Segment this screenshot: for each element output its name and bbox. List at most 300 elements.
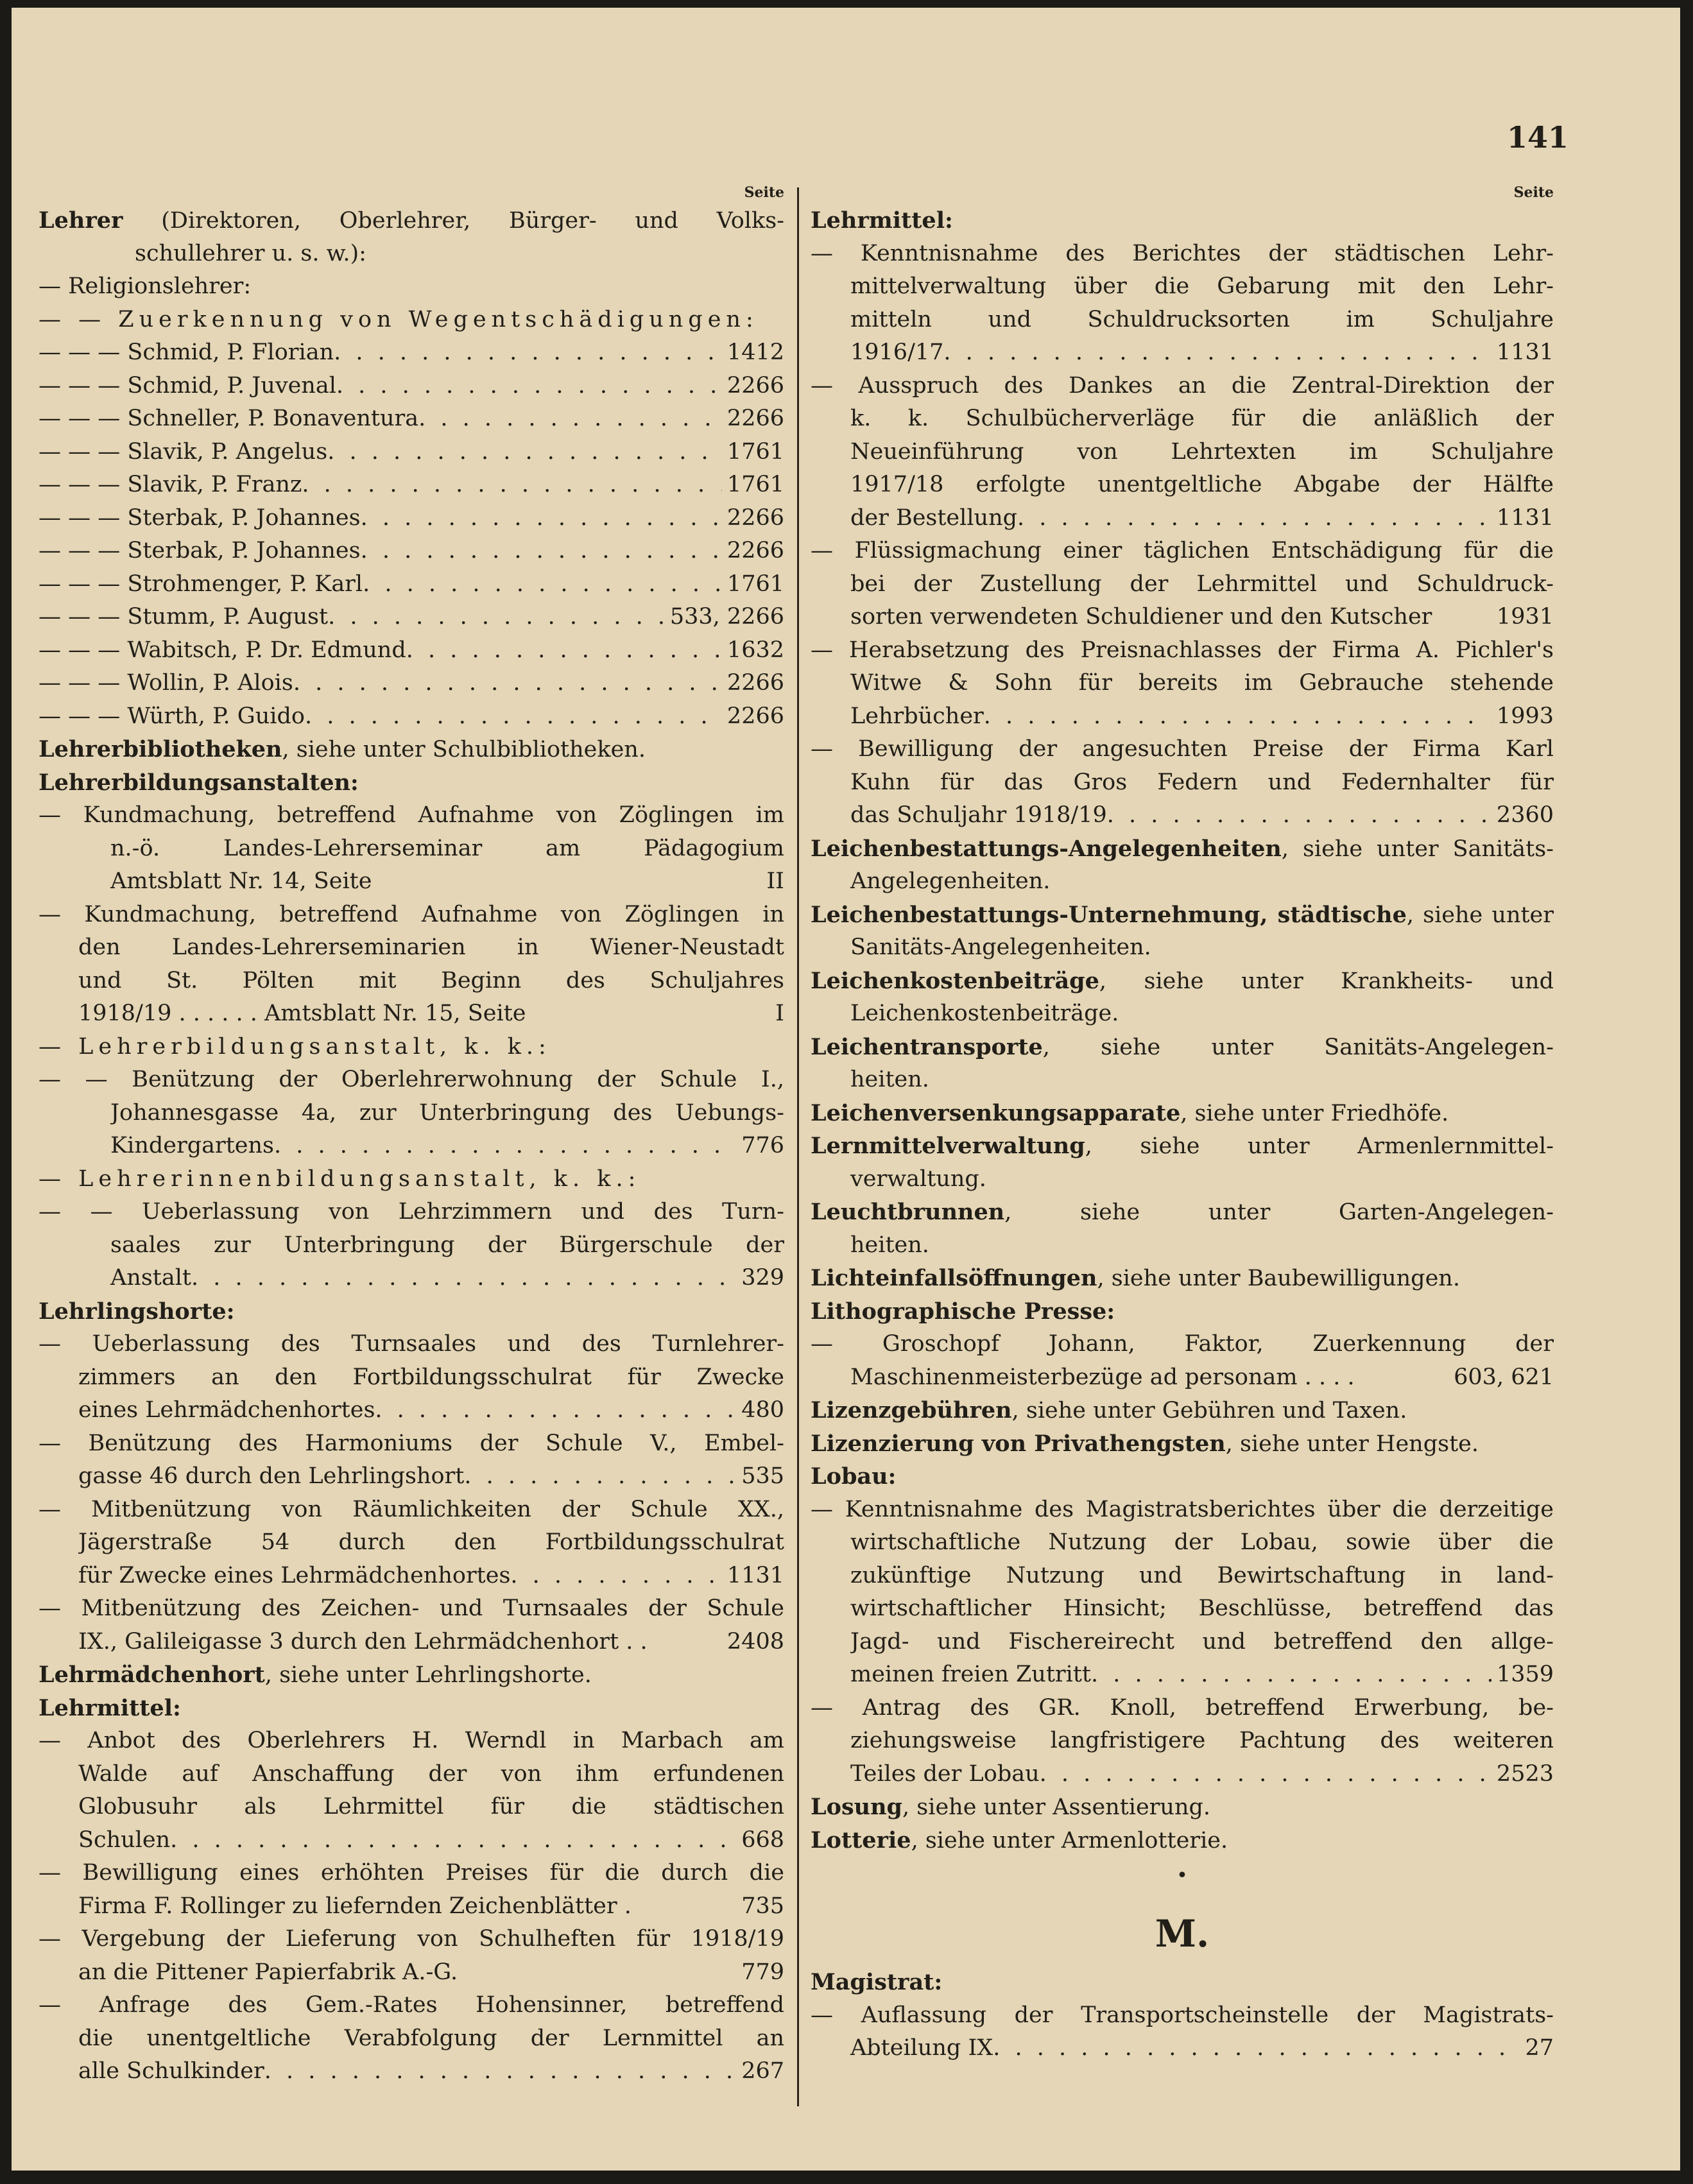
- entry-text: [850, 436, 1554, 469]
- entry-text: [110, 1097, 784, 1130]
- index-line: [39, 402, 784, 436]
- page-ref: 1131: [1496, 504, 1554, 531]
- entry-body: , siehe unter Hengste.: [1225, 1431, 1479, 1457]
- index-column-right: [811, 181, 1554, 2065]
- index-line: [39, 1791, 784, 1824]
- index-line: [811, 1658, 1554, 1692]
- index-line: [39, 237, 784, 271]
- index-column-left: [39, 181, 784, 2088]
- index-line: [811, 865, 1554, 899]
- dot-leader: [264, 2055, 736, 2088]
- entry-text: [811, 535, 1554, 568]
- page-ref: I: [775, 1001, 784, 1026]
- document-page: [12, 8, 1680, 2171]
- entry-text: [811, 1999, 1554, 2033]
- index-line: [811, 469, 1554, 502]
- index-line: [811, 336, 1554, 370]
- page-ref: 535: [741, 1463, 784, 1489]
- index-line: [39, 1031, 784, 1064]
- page-ref: 779: [741, 1959, 784, 1985]
- index-line: [811, 2032, 1554, 2065]
- entry-body: — Vergebung der Lieferung von Schulheften für 1918/19: [39, 1926, 784, 1952]
- index-line: [811, 799, 1554, 832]
- entry-list-right: [811, 204, 1554, 1857]
- entry-text: [811, 1966, 942, 2000]
- dot-leader: [418, 402, 722, 436]
- entry-body: — Auflassung der Transportscheinstelle der Magistrats-: [811, 2002, 1554, 2028]
- entry-body: — — — Schmid, P. Florian: [39, 340, 334, 365]
- entry-body: , siehe unter Krankheits- und: [1099, 968, 1554, 994]
- index-line: [39, 766, 784, 800]
- entry-body: — Kundmachung, betreffend Aufnahme von Zöglingen in: [39, 901, 784, 927]
- dot-leader: [336, 370, 722, 403]
- index-line: [39, 1427, 784, 1461]
- index-line: [811, 1196, 1554, 1229]
- entry-body: verwaltung.: [850, 1165, 986, 1192]
- dot-leader: [993, 2032, 1520, 2065]
- page-ref: 603, 621: [1454, 1364, 1554, 1390]
- index-line: [811, 1724, 1554, 1758]
- index-line: [811, 204, 1554, 237]
- entry-text: [811, 1692, 1554, 1725]
- dot-leader: [363, 568, 722, 601]
- index-line: [811, 1063, 1554, 1097]
- entry-text: [78, 1758, 784, 1791]
- entry-heading: Lehrlingshorte:: [39, 1298, 235, 1325]
- index-line: [39, 832, 784, 866]
- entry-body: das Schuljahr 1918/19: [850, 802, 1107, 828]
- entry-body: , siehe unter Sanitäts-Angelegen-: [1042, 1034, 1554, 1060]
- entry-heading: Lehrer: [39, 207, 123, 234]
- entry-text: [39, 1857, 784, 1890]
- entry-body: Schulen: [78, 1827, 171, 1853]
- entry-body: — — — Würth, P. Guido: [39, 703, 305, 729]
- entry-text: [850, 1361, 1355, 1395]
- entry-heading: Leichenbestattungs-Angelegenheiten: [811, 835, 1282, 862]
- index-line: [811, 1560, 1554, 1593]
- entry-body: wirtschaftlicher Hinsicht; Beschlüsse, betreffend das: [850, 1595, 1554, 1621]
- index-line: [39, 1923, 784, 1956]
- entry-text: [850, 766, 1554, 800]
- entry-text: [78, 1626, 648, 1659]
- entry-text: [811, 733, 1554, 766]
- index-line: [39, 1989, 784, 2022]
- index-line: [39, 1097, 784, 1130]
- entry-text: [39, 766, 359, 800]
- index-line: [39, 1229, 784, 1262]
- index-line: [39, 436, 784, 469]
- entry-text: [78, 1361, 784, 1395]
- entry-body: — — — Slavik, P. Franz: [39, 472, 302, 497]
- page-ref: 1412: [726, 340, 784, 365]
- entry-text: [850, 1560, 1554, 1593]
- entry-text: [850, 1063, 929, 1097]
- page-ref: 2266: [726, 406, 784, 431]
- entry-text: [39, 601, 328, 634]
- entry-heading: Leichenbestattungs-Unternehmung, städtische: [811, 901, 1407, 928]
- entry-body: saales zur Unterbringung der Bürgerschule der: [110, 1232, 784, 1258]
- entry-body: 1917/18 erfolgte unentgeltliche Abgabe der Hälfte: [850, 472, 1554, 497]
- entry-text: [39, 1295, 235, 1329]
- entry-body: bei der Zustellung der Lehrmittel und Schuldruck-: [850, 571, 1554, 597]
- entry-body: wirtschaftliche Nutzung der Lobau, sowie über die: [850, 1529, 1554, 1555]
- entry-text: [811, 965, 1554, 999]
- index-line: [39, 1063, 784, 1097]
- entry-heading: Lernmittelverwaltung: [811, 1133, 1085, 1159]
- entry-body: , siehe unter Baubewilligungen.: [1097, 1266, 1460, 1291]
- entry-text: [39, 436, 327, 469]
- index-line: [39, 1592, 784, 1626]
- entry-heading: Leuchtbrunnen: [811, 1199, 1005, 1225]
- page-ref: 1131: [1496, 340, 1554, 365]
- entry-text: [850, 1526, 1554, 1560]
- index-line: [39, 1394, 784, 1427]
- entry-body: zimmers an den Fortbildungsschulrat für Zwecke: [78, 1364, 784, 1390]
- index-line: [39, 733, 784, 766]
- dot-leader: [375, 1394, 736, 1427]
- entry-body: — Religionslehrer:: [39, 273, 252, 299]
- index-line: [39, 1692, 784, 1725]
- page-ref: 2360: [1496, 802, 1554, 828]
- page-ref: 2266: [726, 703, 784, 729]
- entry-body: Jagd- und Fischereirecht und betreffend den allge-: [850, 1628, 1554, 1655]
- entry-text: [850, 1163, 986, 1196]
- entry-text: [78, 1890, 632, 1923]
- entry-text: [39, 899, 784, 932]
- ornament: •: [1176, 1864, 1188, 1887]
- entry-text: [811, 1394, 1407, 1428]
- index-line: [39, 1626, 784, 1659]
- entry-body: Lehrbücher: [850, 703, 984, 729]
- entry-body: den Landes-Lehrerseminarien in Wiener-Neustadt: [78, 934, 784, 960]
- entry-body: — — — Slavik, P. Angelus: [39, 438, 328, 465]
- index-line: [39, 469, 784, 502]
- entry-body: Leichenkostenbeiträge.: [850, 1001, 1119, 1026]
- seite-header: Seite: [1513, 184, 1554, 201]
- entry-text: [78, 1791, 784, 1824]
- entry-text: [39, 502, 361, 535]
- dot-leader: [406, 634, 722, 667]
- page-ref: 2523: [1496, 1760, 1554, 1787]
- dot-leader: [1107, 799, 1491, 832]
- page-ref: 267: [741, 2058, 784, 2084]
- index-line: [39, 1526, 784, 1560]
- entry-text: [39, 1163, 640, 1196]
- entry-text: [850, 1626, 1554, 1659]
- entry-body: Angelegenheiten.: [850, 868, 1051, 894]
- entry-body: mittelverwaltung über die Gebarung mit den Lehr-: [850, 273, 1554, 299]
- entry-text: [850, 270, 1554, 304]
- entry-body: — — — Sterbak, P. Johannes: [39, 538, 361, 563]
- index-line: [811, 1163, 1554, 1196]
- entry-text: [78, 1526, 784, 1560]
- entry-body: Witwe & Sohn für bereits im Gebrauche stehende: [850, 670, 1554, 696]
- index-line: [811, 634, 1554, 667]
- entry-body: — Lehrerinnenbildungsanstalt, k. k.:: [39, 1165, 641, 1192]
- entry-body: , siehe unter: [1406, 902, 1554, 928]
- entry-heading: Lichteinfallsöffnungen: [811, 1265, 1097, 1291]
- index-line: [811, 1791, 1554, 1824]
- dot-leader: [170, 1824, 736, 1857]
- entry-body: — — Benützung der Oberlehrerwohnung der Schule I.,: [39, 1067, 784, 1092]
- page-ref: 533, 2266: [669, 604, 784, 630]
- entry-body: — — Ueberlassung von Lehrzimmern und des Turn-: [39, 1199, 784, 1225]
- entry-text: [850, 402, 1554, 436]
- entry-text: [811, 1493, 1554, 1527]
- entry-text: [850, 568, 1554, 601]
- entry-text: [811, 237, 1554, 271]
- entry-body: ziehungsweise langfristigere Pachtung des weiteren: [850, 1728, 1554, 1753]
- entry-body: 1916/17: [850, 340, 944, 365]
- index-line: [39, 1493, 784, 1527]
- entry-text: [110, 1229, 784, 1262]
- entry-body: , siehe unter Gebühren und Taxen.: [1011, 1398, 1407, 1423]
- entry-body: mitteln und Schuldrucksorten im Schuljahre: [850, 306, 1554, 332]
- entry-body: — Groschopf Johann, Faktor, Zuerkennung der: [811, 1331, 1554, 1357]
- index-line: [811, 1361, 1554, 1395]
- entry-text: [39, 733, 646, 767]
- index-line: [39, 1295, 784, 1328]
- index-line: [811, 568, 1554, 601]
- entry-text: [850, 502, 1017, 535]
- entry-body: — — Zuerkennung von Wegentschädigungen:: [39, 306, 759, 332]
- entry-body: sorten verwendeten Schuldiener und den Kutscher: [850, 604, 1432, 630]
- entry-body: eines Lehrmädchenhortes: [78, 1397, 375, 1423]
- page-ref: 1761: [726, 472, 784, 497]
- entry-heading: Lithographische Presse:: [811, 1298, 1115, 1325]
- entry-body: Walde auf Anschaffung der von ihm erfundenen: [78, 1760, 784, 1787]
- index-line: [811, 1824, 1554, 1857]
- entry-text: [850, 2032, 993, 2065]
- entry-text: [39, 1923, 784, 1956]
- entry-text: [78, 1394, 375, 1427]
- index-line: [39, 2055, 784, 2088]
- index-line: [811, 1626, 1554, 1659]
- dot-leader: [274, 1130, 736, 1163]
- entry-body: heiten.: [850, 1232, 929, 1258]
- entry-body: — — — Sterbak, P. Johannes: [39, 504, 361, 531]
- entry-text: [850, 799, 1107, 832]
- index-line: [39, 1460, 784, 1493]
- entry-body: 1918/19 . . . . . . Amtsblatt Nr. 15, Seite: [78, 1001, 526, 1026]
- entry-text: [850, 1658, 1091, 1692]
- entry-body: — Ueberlassung des Turnsaales und des Turnlehrer-: [39, 1331, 784, 1357]
- entry-text: [850, 700, 984, 734]
- index-line: [39, 502, 784, 535]
- entry-heading: Lehrmittel:: [39, 1694, 181, 1721]
- entry-body: zukünftige Nutzung und Bewirtschaftung in land-: [850, 1562, 1554, 1588]
- entry-body: — Ausspruch des Dankes an die Zentral-Direktion der: [811, 372, 1554, 399]
- index-line: [39, 1890, 784, 1923]
- dot-leader: [361, 502, 722, 535]
- dot-leader: [361, 535, 722, 568]
- entry-text: [39, 700, 305, 734]
- entry-text: [811, 1097, 1448, 1131]
- entry-list-m: [811, 1966, 1554, 2065]
- entry-body: Kindergartens: [110, 1133, 275, 1158]
- entry-text: [850, 667, 1554, 700]
- index-line: [39, 1262, 784, 1295]
- entry-text: [850, 865, 1050, 899]
- entry-body: Abteilung IX: [850, 2035, 993, 2061]
- entry-text: [850, 1724, 1554, 1758]
- entry-text: [110, 865, 372, 899]
- entry-text: [39, 1031, 551, 1064]
- index-line: [811, 1427, 1554, 1461]
- index-line: [39, 1658, 784, 1692]
- page-ref: 1761: [726, 438, 784, 465]
- index-line: [811, 1493, 1554, 1527]
- entry-heading: Losung: [811, 1794, 903, 1820]
- page-ref: 1131: [726, 1562, 784, 1588]
- entry-text: [78, 1560, 510, 1593]
- entry-body: — Bewilligung der angesuchten Preise der Firma Karl: [811, 736, 1554, 762]
- entry-body: Kuhn für das Gros Federn und Federnhalter für: [850, 769, 1554, 795]
- entry-text: [39, 1328, 784, 1361]
- index-line: [811, 1229, 1554, 1262]
- dot-leader: [334, 336, 722, 370]
- entry-text: [811, 1824, 1228, 1858]
- index-line: [39, 270, 784, 304]
- entry-body: , siehe unter Assentierung.: [902, 1794, 1211, 1820]
- entry-body: — — — Wabitsch, P. Dr. Edmund: [39, 637, 406, 663]
- dot-leader: [302, 469, 722, 502]
- index-line: [811, 1295, 1554, 1328]
- entry-text: [811, 204, 953, 238]
- entry-body: — — — Stumm, P. August: [39, 604, 329, 630]
- entry-text: [811, 899, 1554, 933]
- entry-text: [78, 1824, 170, 1857]
- entry-body: Jägerstraße 54 durch den Fortbildungsschulrat: [78, 1529, 784, 1555]
- entry-list-left: [39, 204, 784, 2088]
- entry-text: [39, 1592, 784, 1626]
- index-line: [811, 997, 1554, 1031]
- entry-heading: Lotterie: [811, 1827, 911, 1853]
- index-line: [811, 535, 1554, 568]
- entry-text: [39, 1427, 784, 1461]
- page-ref: 776: [741, 1133, 784, 1158]
- entry-body: , siehe unter Armenlotterie.: [911, 1827, 1228, 1853]
- index-line: [811, 1999, 1554, 2033]
- entry-body: — Kundmachung, betreffend Aufnahme von Zöglingen im: [39, 802, 784, 828]
- column-divider: [797, 187, 799, 2106]
- index-line: [811, 700, 1554, 734]
- entry-body: Maschinenmeisterbezüge ad personam . . . .: [850, 1364, 1355, 1390]
- entry-text: [110, 1262, 191, 1295]
- entry-text: [39, 1658, 592, 1692]
- dot-leader: [510, 1560, 722, 1593]
- entry-text: [811, 1427, 1479, 1461]
- entry-body: Globusuhr als Lehrmittel für die städtischen: [78, 1794, 784, 1819]
- index-line: [39, 997, 784, 1031]
- index-line: [39, 1163, 784, 1196]
- entry-heading: Lehrerbildungsanstalten:: [39, 769, 359, 796]
- entry-body: schullehrer u. s. w.):: [135, 240, 366, 266]
- entry-text: [811, 634, 1554, 667]
- entry-body: IX., Galileigasse 3 durch den Lehrmädchenhort . .: [78, 1628, 648, 1655]
- entry-text: [78, 931, 784, 965]
- index-line: [39, 899, 784, 932]
- entry-text: [811, 1031, 1554, 1065]
- entry-body: — Herabsetzung des Preisnachlasses der Firma A. Pichler's: [811, 637, 1554, 663]
- entry-text: [39, 667, 293, 700]
- index-line: [39, 370, 784, 403]
- entry-text: [39, 634, 406, 667]
- index-line: [811, 1526, 1554, 1560]
- entry-text: [110, 1130, 274, 1163]
- index-line: [811, 1097, 1554, 1130]
- index-line: [39, 1758, 784, 1791]
- entry-body: — Anbot des Oberlehrers H. Werndl in Marbach am: [39, 1728, 784, 1753]
- entry-body: — Anfrage des Gem.-Rates Hohensinner, betreffend: [39, 1992, 784, 2018]
- entry-text: [78, 965, 784, 998]
- index-line: [811, 502, 1554, 535]
- entry-text: [39, 469, 302, 502]
- entry-body: alle Schulkinder: [78, 2058, 264, 2084]
- index-line: [39, 1560, 784, 1593]
- index-line: [811, 1130, 1554, 1163]
- entry-text: [850, 1758, 1040, 1791]
- entry-text: [850, 336, 943, 370]
- entry-text: [39, 370, 336, 403]
- entry-text: [811, 1196, 1554, 1230]
- entry-body: , siehe unter Friedhöfe.: [1180, 1100, 1449, 1126]
- page-ref: 2408: [726, 1628, 784, 1655]
- index-line: [39, 1824, 784, 1857]
- page-ref: 1632: [726, 637, 784, 663]
- entry-body: gasse 46 durch den Lehrlingshort: [78, 1463, 465, 1489]
- entry-body: — — — Schmid, P. Juvenal: [39, 372, 336, 399]
- entry-text: [811, 832, 1554, 866]
- entry-heading: Leichenversenkungsapparate: [811, 1099, 1181, 1126]
- entry-text: [39, 568, 363, 601]
- entry-body: Sanitäts-Angelegenheiten.: [850, 934, 1151, 960]
- entry-body: an die Pittener Papierfabrik A.-G.: [78, 1959, 458, 1985]
- index-line: [811, 436, 1554, 469]
- entry-text: [850, 601, 1432, 634]
- entry-heading: Lizenzierung von Privathengsten: [811, 1430, 1226, 1457]
- index-line: [39, 601, 784, 634]
- entry-body: , siehe unter Schulbibliotheken.: [282, 737, 646, 762]
- index-line: [39, 1130, 784, 1163]
- entry-text: [39, 204, 784, 238]
- dot-leader: [464, 1460, 736, 1493]
- entry-body: die unentgeltliche Verabfolgung der Lernmittel an: [78, 2025, 784, 2051]
- index-line: [811, 1394, 1554, 1427]
- entry-text: [39, 1989, 784, 2022]
- entry-body: Teiles der Lobau: [850, 1760, 1040, 1787]
- index-line: [811, 1328, 1554, 1361]
- entry-text: [39, 336, 334, 370]
- page-ref: 735: [741, 1893, 784, 1919]
- entry-body: Johannesgasse 4a, zur Unterbringung des Uebungs-: [110, 1099, 784, 1126]
- page-ref: 1931: [1496, 604, 1554, 630]
- entry-body: — Mitbenützung des Zeichen- und Turnsaales der Schule: [39, 1595, 784, 1621]
- entry-body: — Kenntnisnahme des Berichtes der städtischen Lehr-: [811, 240, 1554, 266]
- page-ref: 480: [741, 1397, 784, 1423]
- index-line: [39, 667, 784, 700]
- entry-body: Anstalt: [110, 1265, 191, 1291]
- entry-body: Amtsblatt Nr. 14, Seite: [110, 868, 372, 894]
- entry-text: [78, 997, 526, 1031]
- index-line: [39, 535, 784, 568]
- index-line: [811, 667, 1554, 700]
- index-line: [39, 2022, 784, 2056]
- page-ref: II: [766, 868, 784, 894]
- dot-leader: [305, 700, 722, 734]
- page-number: 141: [1507, 120, 1569, 155]
- entry-text: [39, 402, 418, 436]
